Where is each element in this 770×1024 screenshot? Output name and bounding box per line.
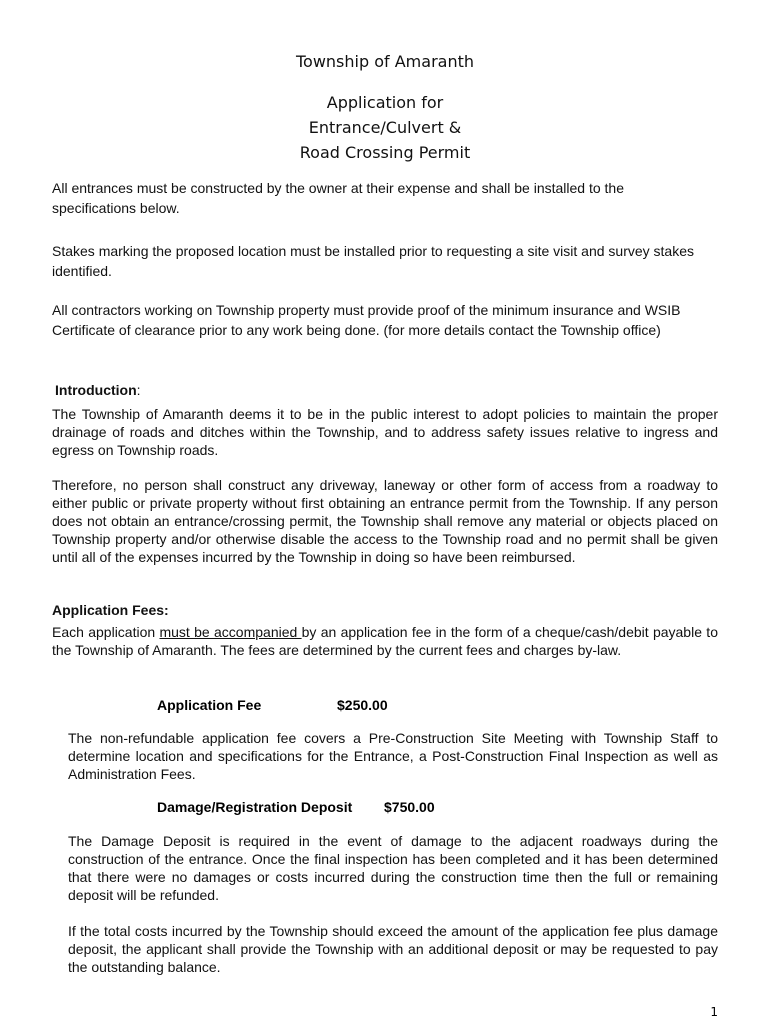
deposit-amount: $750.00 [384,799,435,815]
application-fee-description: The non-refundable application fee covers a Pre-Construction Site Meeting with Township Staff to determine location and specifications for the Entrance, a Post-Construction Final Inspection as well as Administration Fees. [68,730,718,782]
fees-intro-emphasis: must be accompanied [159,624,302,640]
document-title-line-1: Application for [326,93,444,112]
page-number: 1 [710,1005,718,1019]
deposit-description: The Damage Deposit is required in the event of damage to the adjacent roadways during the construction of the entrance. Once the final inspection has been completed and it has been determined that there were no damages or costs incurred during the construction time then the full or remaining deposit will be refunded. [68,833,718,903]
application-fees-heading: Application Fees: [52,602,169,618]
fees-intro-start: Each application [52,624,160,640]
header-spacer [0,74,770,90]
document-title-line-2: Entrance/Culvert & [308,118,462,137]
introduction-paragraph-1: The Township of Amaranth deems it to be in the public interest to adopt policies to maintain the proper drainage of roads and ditches within the Township, and to address safety issues relative to ingress and egress on Township roads. [52,406,718,458]
construction-notice: All entrances must be constructed by the owner at their expense and shall be installed to the specifications below. [52,180,625,216]
application-fees-intro [52,623,718,659]
stakes-notice: Stakes marking the proposed location must be installed prior to requesting a site visit and survey stakes identified. [52,243,694,279]
introduction-heading-colon: : [136,382,141,398]
contractors-notice: All contractors working on Township property must provide proof of the minimum insurance and WSIB Certificate of clearance prior to any work being done. (for more details contact the Township office) [52,302,681,338]
application-fee-row [0,696,770,714]
introduction-paragraph-2: Therefore, no person shall construct any driveway, laneway or other form of access from a roadway to either public or private property without first obtaining an entrance permit from the Township. If any person does not obtain an entrance/crossing permit, the Township shall remove any material or objects placed on Township property and/or otherwise disable the access to the Township road and no permit shall be given until all of the expenses incurred by the Township in doing so have been reimbursed. [52,477,718,565]
application-fee-amount: $250.00 [337,697,388,713]
document-title-line-3: Road Crossing Permit [299,143,471,162]
introduction-heading-text: Introduction [55,382,137,398]
application-fee-label: Application Fee [157,697,262,713]
excess-costs-notice: If the total costs incurred by the Township should exceed the amount of the application fee plus damage deposit, the applicant shall provide the Township with an additional deposit or may be requested to pay the outstanding balance. [68,923,718,975]
deposit-row [0,798,770,816]
deposit-label: Damage/Registration Deposit [157,799,353,815]
fees-intro-end: by an application fee in the form of a cheque/cash/debit payable to the Township of Amaranth. The fees are determined by the current fees and charges by-law. [52,624,718,658]
organization-name: Township of Amaranth [295,52,474,71]
document-header [0,49,770,165]
introduction-heading [55,380,141,400]
